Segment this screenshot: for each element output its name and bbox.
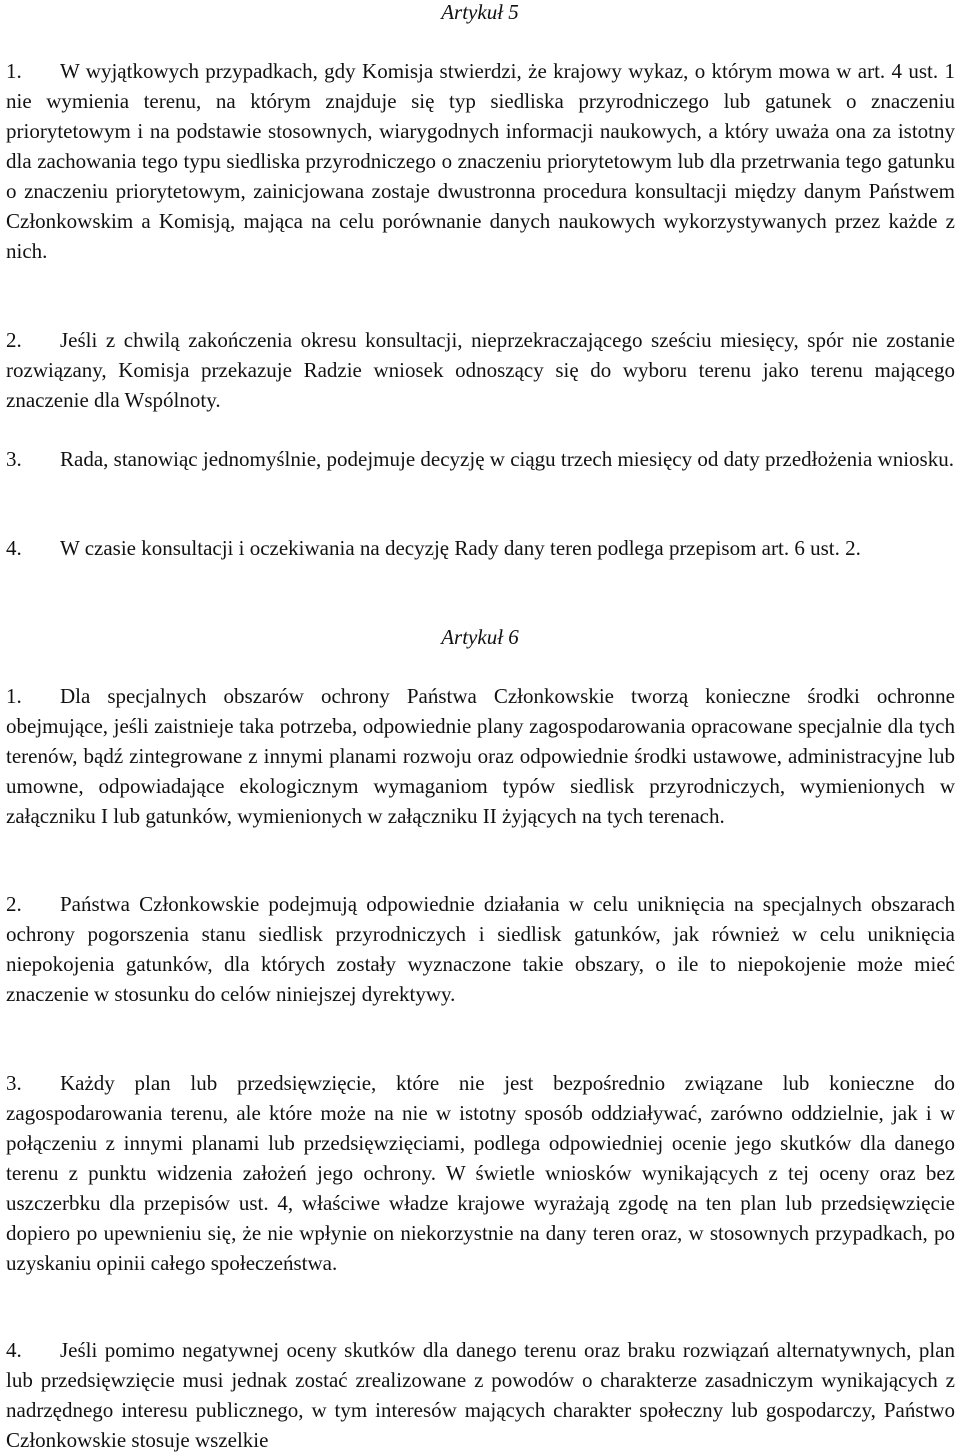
article-6-paragraph-4 (6, 1335, 955, 1455)
article-6-paragraph-1 (6, 681, 955, 831)
article-6-paragraph-2 (6, 889, 955, 1009)
article-6-paragraph-3 (6, 1068, 955, 1278)
paragraph-number: 1. (6, 59, 22, 83)
paragraph-text: Dla specjalnych obszarów ochrony Państwa Członkowskie tworzą konieczne środki ochronne obejmujące, jeśli zaistnieje taka potrzeba, odpowiednie plany zagospodarowania opracowane specjalnie dla tych terenów, bądź zintegrowane z innymi planami rozwoju oraz odpowiednie środki ustawowe, administracyjne lub umowne, odpowiadające ekologicznym wymaganiom typów siedlisk przyrodniczych, wymienionych w załączniku I lub gatunków, wymienionych w załączniku II żyjących na tych terenach. (6, 684, 955, 828)
paragraph-text: Państwa Członkowskie podejmują odpowiednie działania w celu uniknięcia na specjalnych obszarach ochrony pogorszenia stanu siedlisk przyrodniczych i siedlisk gatunków, jak również w celu uniknięcia niepokojenia gatunków, dla których zostały wyznaczone takie obszary, o ile to niepokojenie może mieć znaczenie w stosunku do celów niniejszej dyrektywy. (6, 892, 955, 1006)
paragraph-number: 1. (6, 684, 22, 708)
paragraph-text: Jeśli z chwilą zakończenia okresu konsultacji, nieprzekraczającego sześciu miesięcy, spór nie zostanie rozwiązany, Komisja przekazuje Radzie wniosek odnoszący się do wyboru terenu jako terenu mającego znaczenie dla Wspólnoty. (6, 328, 955, 412)
paragraph-number: 4. (6, 536, 22, 560)
article-5-paragraph-3 (6, 444, 955, 474)
paragraph-number: 3. (6, 447, 22, 471)
paragraph-number: 3. (6, 1071, 22, 1095)
paragraph-text: Rada, stanowiąc jednomyślnie, podejmuje decyzję w ciągu trzech miesięcy od daty przedłożenia wniosku. (60, 447, 954, 471)
paragraph-text: Jeśli pomimo negatywnej oceny skutków dla danego terenu oraz braku rozwiązań alternatywnych, plan lub przedsięwzięcie musi jednak zostać zrealizowane z powodów o charakterze zasadniczym wynikających z nadrzędnego interesu publicznego, w tym interesów mających charakter społeczny lub gospodarczy, Państwo Członkowskie stosuje wszelkie (6, 1338, 955, 1452)
article-5-paragraph-1 (6, 56, 955, 266)
paragraph-number: 2. (6, 892, 22, 916)
paragraph-text: W wyjątkowych przypadkach, gdy Komisja stwierdzi, że krajowy wykaz, o którym mowa w art. 4 ust. 1 nie wymienia terenu, na którym znajduje się typ siedliska przyrodniczego lub gatunek o znaczeniu priorytetowym i na podstawie stosownych, wiarygodnych informacji naukowych, a który uważa ona za istotny dla zachowania tego typu siedliska przyrodniczego o znaczeniu priorytetowym lub dla przetrwania tego gatunku o znaczeniu priorytetowym, zainicjowana zostaje dwustronna procedura konsultacji między danym Państwem Członkowskim a Komisją, mająca na celu porównanie danych naukowych wykorzystywanych przez każde z nich. (6, 59, 955, 263)
paragraph-text: W czasie konsultacji i oczekiwania na decyzję Rady dany teren podlega przepisom art. 6 ust. 2. (60, 536, 861, 560)
paragraph-text: Każdy plan lub przedsięwzięcie, które nie jest bezpośrednio związane lub konieczne do zagospodarowania terenu, ale które może na nie w istotny sposób oddziaływać, zarówno oddzielnie, jak i w połączeniu z innymi planami lub przedsięwzięciami, podlega odpowiedniej ocenie jego skutków dla danego terenu z punktu widzenia założeń jego ochrony. W świetle wniosków wynikających z tej oceny oraz bez uszczerbku dla przepisów ust. 4, właściwe władze krajowe wyrażają zgodę na ten plan lub przedsięwzięcie dopiero po upewnieniu się, że nie wpłynie on niekorzystnie na dany teren oraz, w stosownych przypadkach, po uzyskaniu opinii całego społeczeństwa. (6, 1071, 955, 1275)
paragraph-number: 4. (6, 1338, 22, 1362)
article-6-heading: Artykuł 6 (441, 625, 519, 649)
article-5-paragraph-2 (6, 325, 955, 415)
article-5-heading: Artykuł 5 (441, 0, 519, 24)
article-5-paragraph-4 (6, 533, 955, 563)
paragraph-number: 2. (6, 328, 22, 352)
